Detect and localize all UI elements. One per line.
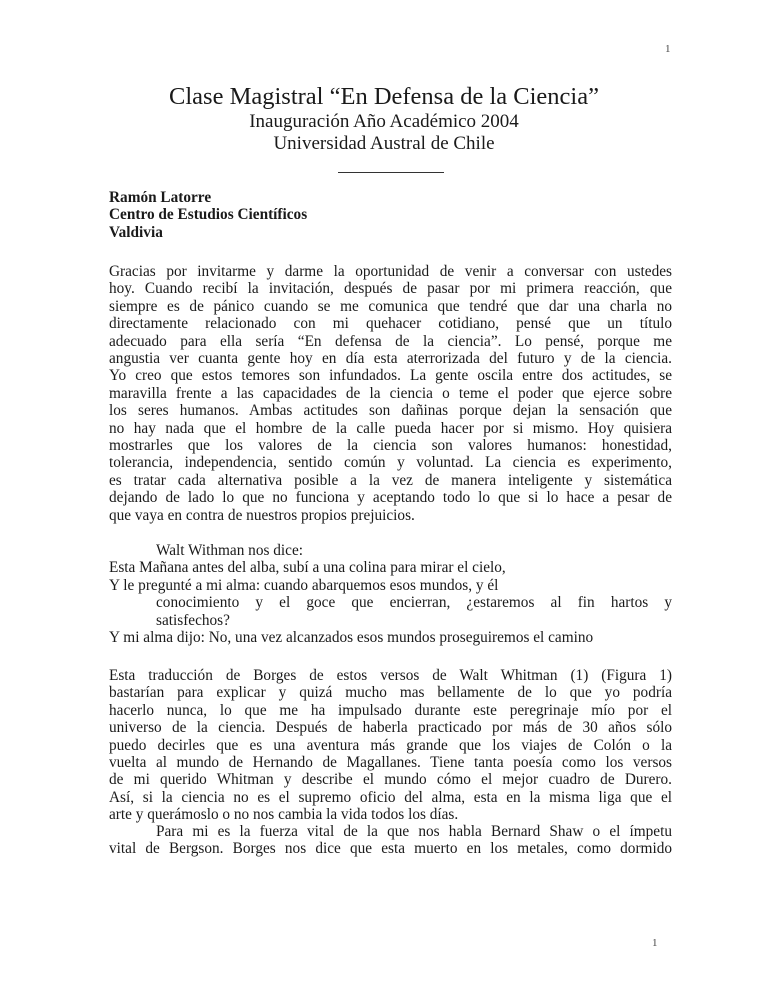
paragraph: [109, 263, 672, 524]
paragraph-line: siempre es de pánico cuando se me comunica que tendré que dar una charla no: [109, 297, 672, 315]
poem-line-continuation: satisfechos?: [156, 611, 230, 629]
paragraph-line: vuelta al mundo de Hernando de Magallanes. Tiene tanta poesía como los versos: [109, 754, 672, 772]
paragraph-line: que vaya en contra de nuestros propios prejuicios.: [109, 506, 415, 524]
subtitle-event: Inauguración Año Académico 2004: [249, 111, 519, 132]
document-title: Clase Magistral “En Defensa de la Ciencia”: [169, 83, 599, 110]
body-paragraph-1: [109, 263, 672, 524]
paragraph-line: de mi querido Whitman y describe el mundo cómo el mejor cuadro de Durero.: [109, 771, 672, 789]
poem-line: Y mi alma dijo: No, una vez alcanzados esos mundos proseguiremos el camino: [109, 629, 594, 647]
author-block: [109, 189, 307, 241]
paragraph-line: arte y querámoslo o no nos cambia la vida todos los días.: [109, 806, 459, 824]
poem-line: Esta Mañana antes del alba, subí a una colina para mirar el cielo,: [109, 559, 506, 577]
subtitle-university: Universidad Austral de Chile: [273, 133, 495, 154]
title-block: [0, 82, 768, 155]
paragraph-line: mostrarles que los valores de la ciencia son valores humanos: honestidad,: [109, 437, 672, 455]
paragraph-line: Yo creo que estos temores son infundados. La gente oscila entre dos actitudes, se: [109, 367, 672, 385]
author-name: Ramón Latorre: [109, 189, 212, 206]
paragraph-line: maravilla frente a las capacidades de la ciencia o teme el poder que ejerce sobre: [109, 384, 672, 402]
paragraph: [109, 823, 672, 858]
paragraph-line: bastarían para explicar y quizá mucho mas bellamente de lo que yo podría: [109, 684, 672, 702]
paragraph-line: adecuado para ella sería “En defensa de la ciencia”. Lo pensé, porque me: [109, 332, 672, 350]
paragraph-line: dejando de lado lo que no funciona y aceptando todo lo que si lo hace a pesar de: [109, 489, 672, 507]
paragraph-line: hoy. Cuando recibí la invitación, después de pasar por mi primera reacción, que: [109, 280, 672, 298]
poem-block: [109, 542, 672, 646]
paragraph-line: Gracias por invitarme y darme la oportunidad de venir a conversar con ustedes: [109, 263, 672, 280]
poem-intro: Walt Withman nos dice:: [156, 542, 303, 559]
paragraph-line: Esta traducción de Borges de estos versos de Walt Whitman (1) (Figura 1): [109, 667, 672, 684]
body-paragraph-3: [109, 823, 672, 858]
paragraph-line: es tratar cada alternativa posible a la vez de manera inteligente y sistemática: [109, 471, 672, 489]
paragraph-line: universo de la ciencia. Después de haberla practicado por más de 30 años sólo: [109, 719, 672, 737]
paragraph-line: Para mi es la fuerza vital de la que nos habla Bernard Shaw o el ímpetu: [156, 823, 672, 840]
paragraph-line: hacerlo nunca, lo que me ha impulsado durante este peregrinaje mío por el: [109, 701, 672, 719]
page-number-top: 1: [665, 43, 671, 55]
paragraph-line: directamente relacionado con mi quehacer cotidiano, pensé que un título: [109, 315, 672, 333]
page-number-bottom: 1: [652, 937, 658, 949]
author-city: Valdivia: [109, 223, 163, 241]
paragraph-line: los seres humanos. Ambas actitudes son dañinas porque dejan la sensación que: [109, 402, 672, 420]
author-institution: Centro de Estudios Científicos: [109, 206, 308, 224]
paragraph: [109, 667, 672, 824]
title-divider: [338, 172, 444, 173]
poem-line-continuation: conocimiento y el goce que encierran, ¿estaremos al fin hartos y: [156, 594, 672, 612]
body-paragraph-2: [109, 667, 672, 824]
poem-line: Y le pregunté a mi alma: cuando abarquemos esos mundos, y él: [109, 576, 499, 594]
paragraph-line: Así, si la ciencia no es el supremo oficio del alma, esta en la misma liga que el: [109, 788, 672, 806]
paragraph-line: no hay nada que el hombre de la calle pueda hacer por si mismo. Hoy quisiera: [109, 419, 672, 437]
paragraph-line: puedo decirles que es una aventura más grande que los viajes de Colón o la: [109, 736, 672, 754]
paragraph-line: angustia ver cuanta gente hoy en día esta aterrorizada del futuro y de la ciencia.: [109, 350, 672, 368]
paragraph-line: tolerancia, independencia, sentido común y voluntad. La ciencia es experimento,: [109, 454, 672, 472]
paragraph-line: vital de Bergson. Borges nos dice que esta muerto en los metales, como dormido: [109, 840, 672, 858]
